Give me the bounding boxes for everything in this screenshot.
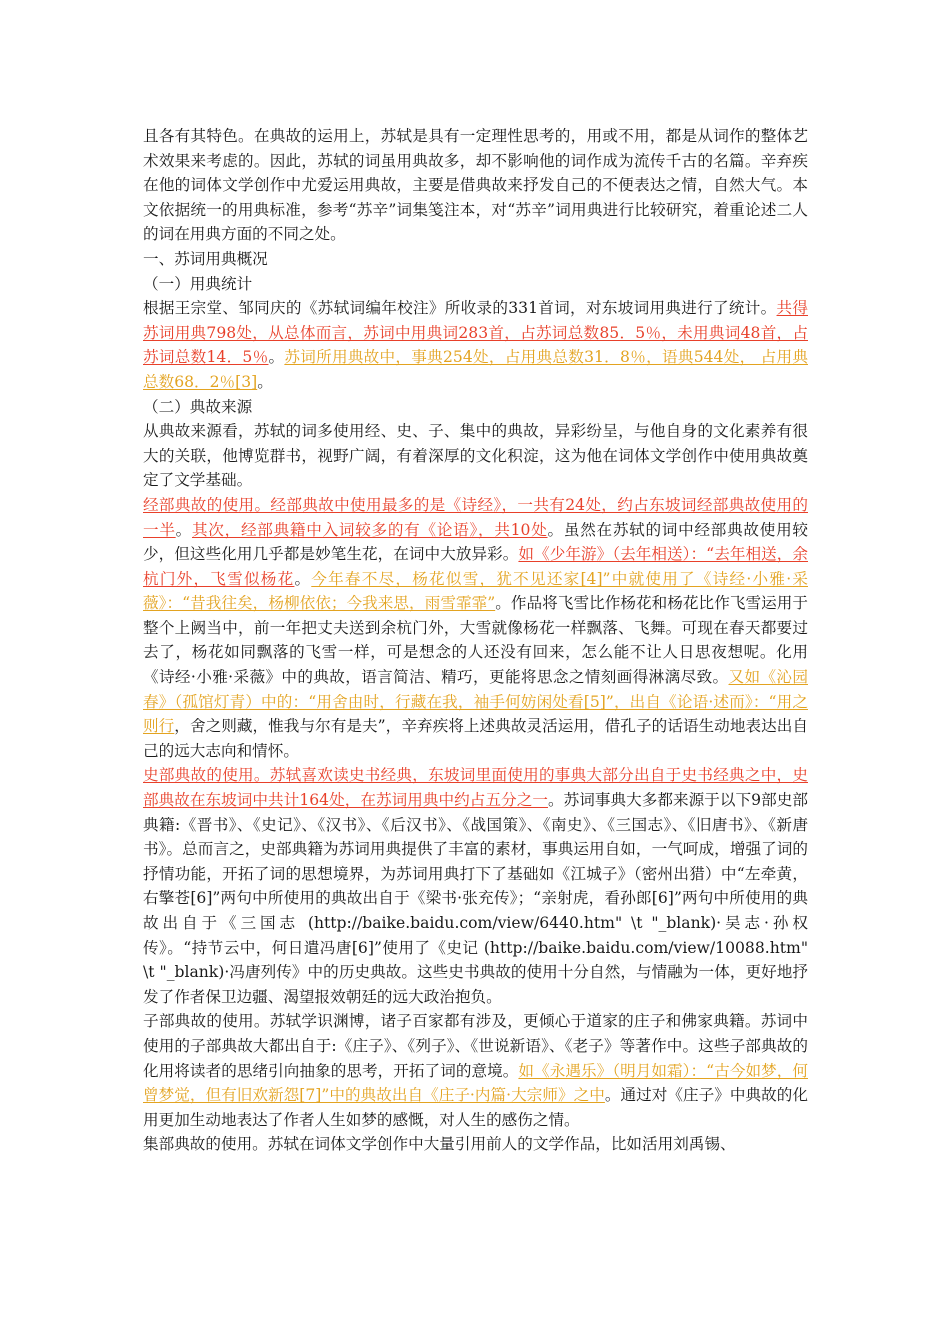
paragraph	[143, 272, 808, 297]
text-run: 。	[268, 348, 285, 367]
text-run: 。	[257, 372, 273, 391]
highlighted-text-red: 如《少年游》（去年相送）：“去年相送，余杭门外，飞雪似杨花	[143, 545, 808, 588]
text-run: 。	[294, 569, 312, 588]
paragraph	[143, 124, 808, 247]
text-run: 集部典故的使用。苏轼在词体文学创作中大量引用前人的文学作品，比如活用刘禹锡、	[143, 1135, 736, 1154]
paragraph	[143, 1132, 808, 1157]
paragraph	[143, 493, 808, 764]
document-body	[143, 124, 808, 1157]
paragraph	[143, 763, 808, 1009]
paragraph	[143, 419, 808, 493]
highlighted-text-red: 经部典故的使用。经部典故中使用最多的是《诗经》，一共有24处，约占东坡词经部典故使用的一半	[143, 495, 808, 539]
highlighted-text-yellow: 今年春不尽，杨花似雪，犹不见还家[4]”中就使用了《诗经·小雅·采薇》：“昔我往矣，杨柳依依；今我来思，雨雪霏霏”	[143, 569, 808, 613]
paragraph	[143, 247, 808, 272]
text-run: 。苏词事典大多都来源于以下9部史部典籍:《晋书》、《史记》、《汉书》、《后汉书》、《战国策》、《南史》、《三国志》、《旧唐书》、《新唐书》。总而言之，史部典籍为苏词用典提供了丰富的素材，事典运用自如，一气呵成，增强了词的抒情功能，开拓了词的思想境界，为苏词用典打下了基础如《江城子》（密州出猎）中“左牵黄，右擎苍[6]”两句中所使用的典故出自于《梁书·张充传》；“亲射虎，看孙郎[6]”两句中所使用的典故出自于《三国志 (http://baike.baidu.com/view/6440.htm" \t "_blank)·吴志·孙权传》。“持节云中，何日遣冯唐[6]”使用了《史记 (http://baike.baidu.com/view/10088.htm" \t "_blank)·冯唐列传》中的历史典故。这些史书典故的使用十分自然，与情融为一体，更好地抒发了作者保卫边疆、渴望报效朝廷的远大政治抱负。	[143, 791, 809, 1006]
highlighted-text-yellow: 如《永遇乐》（明月如霜）：“古今如梦，何曾梦觉，但有旧欢新怨[7]”中的典故出自《庄子·内篇·大宗师》之中	[143, 1061, 808, 1105]
text-run: 子部典故的使用。苏轼学识渊博，诸子百家都有涉及，更倾心于道家的庄子和佛家典籍。苏词中使用的子部典故大都出自于:《庄子》、《列子》、《世说新语》、《老子》等著作中。这些子部典故的化用将读者的思绪引向抽象的思考，开拓了词的意境。	[143, 1012, 808, 1080]
text-run: （一）用典统计	[143, 274, 253, 293]
highlighted-text-yellow: 苏词所用典故中，事典254处，占用典总数31．8％，语典544处， 占用典总数68．2％[3]	[143, 348, 808, 391]
text-run: 一、苏词用典概况	[143, 249, 268, 268]
highlighted-text-red: 共得苏词用典798处，从总体而言，苏词中用典词283首，占苏词总数85．5％，未用典词48首，占苏词总数14．5％	[143, 299, 808, 367]
highlighted-text-red: 其次，经部典籍中入词较多的有《论语》，共10处	[191, 520, 548, 539]
text-run: （二）典故来源	[143, 397, 253, 416]
highlighted-text-red: 史部典故的使用。苏轼喜欢读史书经典，东坡词里面使用的事典大部分出自于史书经典之中，史部典故在东坡词中共计164处，在苏词用典中约占五分之一	[143, 766, 808, 810]
paragraph	[143, 1009, 808, 1132]
text-run: 从典故来源看，苏轼的词多使用经、史、子、集中的典故，异彩纷呈，与他自身的文化素养有很大的关联，他博览群书，视野广阔，有着深厚的文化积淀，这为他在词体文学创作中使用典故奠定了文学基础。	[143, 422, 808, 490]
text-run: 根据王宗堂、邹同庆的《苏轼词编年校注》所收录的331首词，对东坡词用典进行了统计。	[143, 299, 777, 318]
highlighted-text-yellow: 又如《沁园春》（孤馆灯青）中的：“用舍由时，行藏在我，袖手何妨闲处看[5]”，出自《论语·述而》：“用之则行	[143, 668, 808, 736]
text-run: ，舍之则藏，惟我与尔有是夫”，辛弃疾将上述典故灵活运用，借孔子的话语生动地表达出自己的远大志向和情怀。	[143, 717, 808, 760]
paragraph	[143, 296, 808, 394]
paragraph	[143, 395, 808, 420]
text-run: 。作品将飞雪比作杨花和杨花比作飞雪运用于整个上阙当中，前一年把丈夫送到余杭门外，大雪就像杨花一样飘落、飞舞。可现在春天都要过去了，杨花如同飘落的飞雪一样，可是想念的人还没有回来，怎么能不让人日思夜想呢。化用《诗经·小雅·采薇》中的典故，语言简洁、精巧，更能将思念之情刻画得淋漓尽致。	[143, 594, 808, 687]
text-run: 。通过对《庄子》中典故的化用更加生动地表达了作者人生如梦的感慨，对人生的感伤之情。	[143, 1086, 808, 1129]
text-run: 且各有其特色。在典故的运用上，苏轼是具有一定理性思考的，用或不用，都是从词作的整体艺术效果来考虑的。因此，苏轼的词虽用典故多，却不影响他的词作成为流传千古的名篇。辛弃疾在他的词体文学创作中尤爱运用典故，主要是借典故来抒发自己的不便表达之情，自然大气。本文依据统一的用典标准，参考“苏辛”词集笺注本，对“苏辛”词用典进行比较研究，着重论述二人的词在用典方面的不同之处。	[143, 127, 808, 244]
text-run: 。虽然在苏轼的词中经部典故使用较少，但这些化用几乎都是妙笔生花，在词中大放异彩。	[143, 520, 808, 564]
text-run: 。	[175, 520, 192, 539]
